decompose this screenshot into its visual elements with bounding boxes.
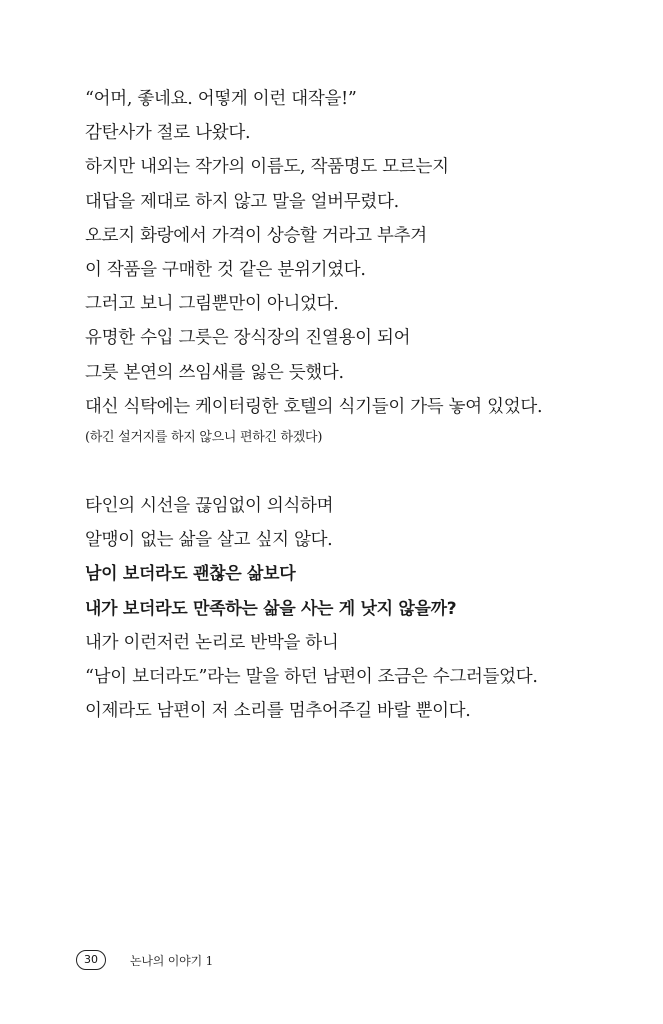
page-footer bbox=[76, 950, 213, 970]
emphasis-line: 내가 보더라도 만족하는 삶을 사는 게 낫지 않을까? bbox=[85, 598, 457, 619]
emphasis-line: 남이 보더라도 괜찮은 삶보다 bbox=[85, 564, 296, 585]
body-text bbox=[85, 82, 605, 728]
running-title: 논나의 이야기 1 bbox=[130, 953, 214, 968]
aside-note: (하긴 설거지를 하지 않으니 편하긴 하겠다) bbox=[85, 430, 323, 446]
text-line: 오로지 화랑에서 가격이 상승할 거라고 부추겨 bbox=[85, 225, 427, 246]
text-line: “남이 보더라도”라는 말을 하던 남편이 조금은 수그러들었다. bbox=[85, 667, 538, 688]
text-line: 이 작품을 구매한 것 같은 분위기였다. bbox=[85, 260, 366, 281]
text-line: 유명한 수입 그릇은 장식장의 진열용이 되어 bbox=[85, 328, 411, 349]
paragraph-gap bbox=[85, 451, 605, 489]
text-line: 그러고 보니 그림뿐만이 아니었다. bbox=[85, 294, 339, 315]
text-line: 대답을 제대로 하지 않고 말을 얼버무렸다. bbox=[85, 191, 399, 212]
page-number: 30 bbox=[76, 950, 106, 970]
text-line: 이제라도 남편이 저 소리를 멈추어주길 바랄 뿐이다. bbox=[85, 701, 471, 722]
text-line: 그릇 본연의 쓰임새를 잃은 듯했다. bbox=[85, 362, 344, 383]
text-line: 하지만 내외는 작가의 이름도, 작품명도 모르는지 bbox=[85, 157, 449, 178]
text-line: 타인의 시선을 끊임없이 의식하며 bbox=[85, 496, 334, 517]
text-line: 감탄사가 절로 나왔다. bbox=[85, 123, 251, 144]
text-line: 알맹이 없는 삶을 살고 싶지 않다. bbox=[85, 530, 333, 551]
text-line: 내가 이런저런 논리로 반박을 하니 bbox=[85, 632, 339, 653]
text-line: “어머, 좋네요. 어떻게 이런 대작을!” bbox=[85, 89, 357, 109]
text-line: 대신 식탁에는 케이터링한 호텔의 식기들이 가득 놓여 있었다. bbox=[85, 396, 543, 417]
